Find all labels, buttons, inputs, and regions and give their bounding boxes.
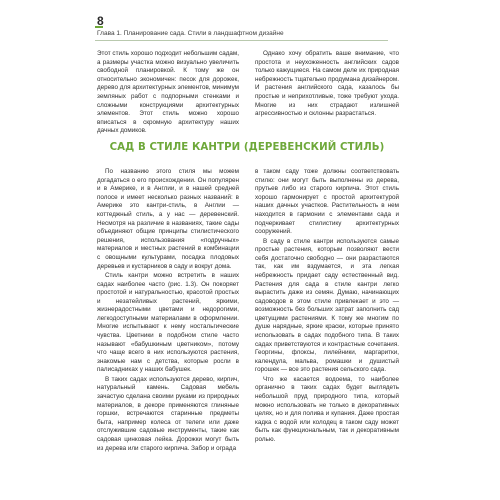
bottom-left-column [97, 168, 239, 453]
bottom-right-column [255, 168, 399, 445]
paragraph: Что же касается водоема, то наиболее органично в таких садах будет выглядеть небольшой пруд природного типа, который можно использовать не только в декоративных целях, но и для полива и купания. Даже простая кадка с водой или колодец в таком саду может быть как функциональным, так и декоративным ролью. [255, 375, 399, 443]
paragraph: В таких садах используются дерево, кирпич, натуральный камень. Садовая мебель зачастую сделана своими руками из природных материалов, в декоре применяются глиняные горшки, встречаются старинные предметы быта, например колеса от телеги или даже отслужившие садовые инструменты, такие как садовая цинковая лейка. Дорожки могут быть из дерева или старого кирпича. Забор и ограда [97, 375, 239, 452]
header-divider [95, 40, 388, 41]
paragraph: В саду в стиле кантри используются самые простые растения, которым позволяют вести себя достаточно свободно — они разрастаются так, как им вздумается, и эта легкая небрежность придает саду естественный вид. Растения для сада в стиле кантри легко вырастить даже из семян. Думаю, начинающих садоводов в этом стиле привлекает и это — возможность без больших затрат заполнить сад цветущими растениями. К тому же многим по душе нарядные, яркие краски, которые принято использовать в садах подобного типа. В таких садах приветствуются и контрастные сочетания. Георгины, флоксы, лилейники, маргаритки, календула, мальва, ромашки и душистый горошек — все это растения сельского сада. [255, 237, 399, 374]
paragraph: в таком саду тоже должны соответствовать стилю: они могут быть выполнены из дерева, прутьев либо из старого кирпича. Этот стиль хорошо гармонирует с простой архитектурой наших дачных участков. Растительность в нем находится в гармонии с элементами сада и подчеркивает стилистику архитектурных сооружений. [255, 168, 399, 236]
paragraph: Однако хочу обратить ваше внимание, что простота и неухоженность английских садов только кажущиеся. На самом деле их природная небрежность тщательно продумана дизайнером. И растения английского сада, казалось бы простые и неприхотливые, тоже требуют ухода. Многие из них страдают излишней агрессивностью и склонны разрастаться. [255, 50, 399, 118]
page-number: 8 [97, 14, 104, 28]
running-header: Глава 1. Планирование сада. Стили в ландшафтном дизайне [97, 30, 284, 37]
top-right-column [255, 50, 399, 119]
paragraph: По названию этого стиля мы можем догадаться о его происхождении. Он популярен и в Америке, и в Англии, и в нашей средней полосе и имеет несколько разных названий: в Америке это кантри-стиль, в Англии — коттеджный стиль, а у нас — деревенский. Несмотря на различие в названиях, такие сады объединяют общие принципы стилистического решения, использования «подручных» материалов и местных растений в комбинации с овощными культурами, посадка плодовых деревьев и кустарников в саду и вокруг дома. [97, 168, 239, 270]
paragraph: Стиль кантри можно встретить в наших садах наиболее часто (рис. 1.3). Он покоряет простотой и натуральностью, красотой простых и незатейливых растений, яркими, жизнерадостными цветами и недорогими, легкодоступными материалами в оформлении. Многие испытывают к нему ностальгические чувства. Цветники в подобном стиле часто называют «бабушкиным цветником», потому что чаще всего в них используются растения, знакомые нам с детства, которые росли в палисадниках у наших бабушек. [97, 271, 239, 374]
paragraph: Этот стиль хорошо подходит небольшим садам, а размеры участка можно визуально увеличить свободной планировкой. К тому же он относительно экономичен: песок для дорожек, дерево для архитектурных элементов, минимум земляных работ с подпорными стенками и сложными конструкциями архитектурных элементов. Этот стиль можно хорошо вписаться в скромную архитектуру наших дачных домиков. [97, 50, 239, 135]
top-left-column [97, 50, 239, 136]
section-title: САД В СТИЛЕ КАНТРИ (ДЕРЕВЕНСКИЙ СТИЛЬ) [109, 142, 385, 153]
